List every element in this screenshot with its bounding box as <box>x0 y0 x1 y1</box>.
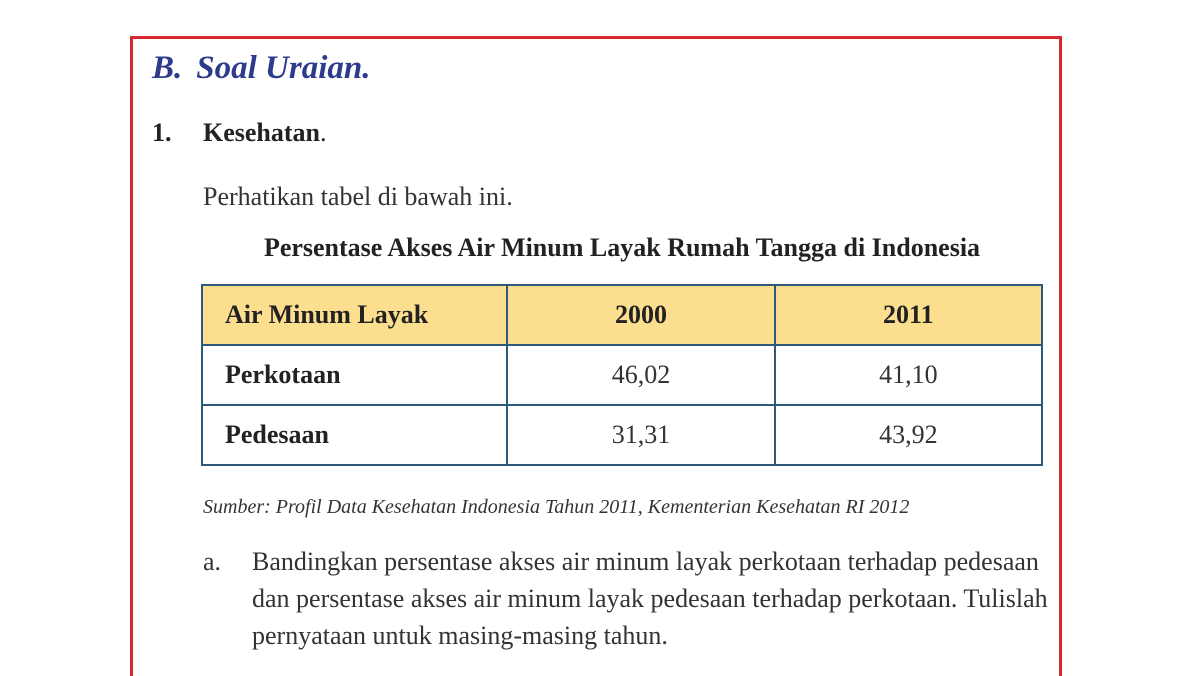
section-letter: B. <box>152 50 183 86</box>
table-cell: 31,31 <box>507 405 774 465</box>
table-cell: 41,10 <box>775 345 1042 405</box>
section-title: Soal Uraian. <box>196 50 371 86</box>
table-source: Sumber: Profil Data Kesehatan Indonesia Tahun 2011, Kementerian Kesehatan RI 2012 <box>203 496 910 518</box>
table-header-row <box>202 285 1042 345</box>
section-heading <box>152 50 370 87</box>
data-table <box>201 284 1043 466</box>
row-label: Perkotaan <box>202 345 507 405</box>
table-row <box>202 405 1042 465</box>
table-row <box>202 345 1042 405</box>
table-cell: 43,92 <box>775 405 1042 465</box>
question-title-text: Kesehatan <box>203 118 320 147</box>
table-cell: 46,02 <box>507 345 774 405</box>
row-label: Pedesaan <box>202 405 507 465</box>
table-header-cell: 2011 <box>775 285 1042 345</box>
question-title <box>203 118 327 148</box>
item-text: Bandingkan persentase akses air minum layak perkotaan terhadap pedesaan dan persentase akses air minum layak pedesaan terhadap perkotaan. Tulislah pernyataan untuk masing-masing tahun. <box>252 547 1048 650</box>
table-header-cell: Air Minum Layak <box>202 285 507 345</box>
item-marker: a. <box>203 547 222 576</box>
table-header-cell: 2000 <box>507 285 774 345</box>
question-title-suffix: . <box>320 118 327 147</box>
table-title: Persentase Akses Air Minum Layak Rumah Tangga di Indonesia <box>263 233 981 262</box>
question-instruction: Perhatikan tabel di bawah ini. <box>203 182 513 211</box>
question-number: 1. <box>152 118 172 147</box>
